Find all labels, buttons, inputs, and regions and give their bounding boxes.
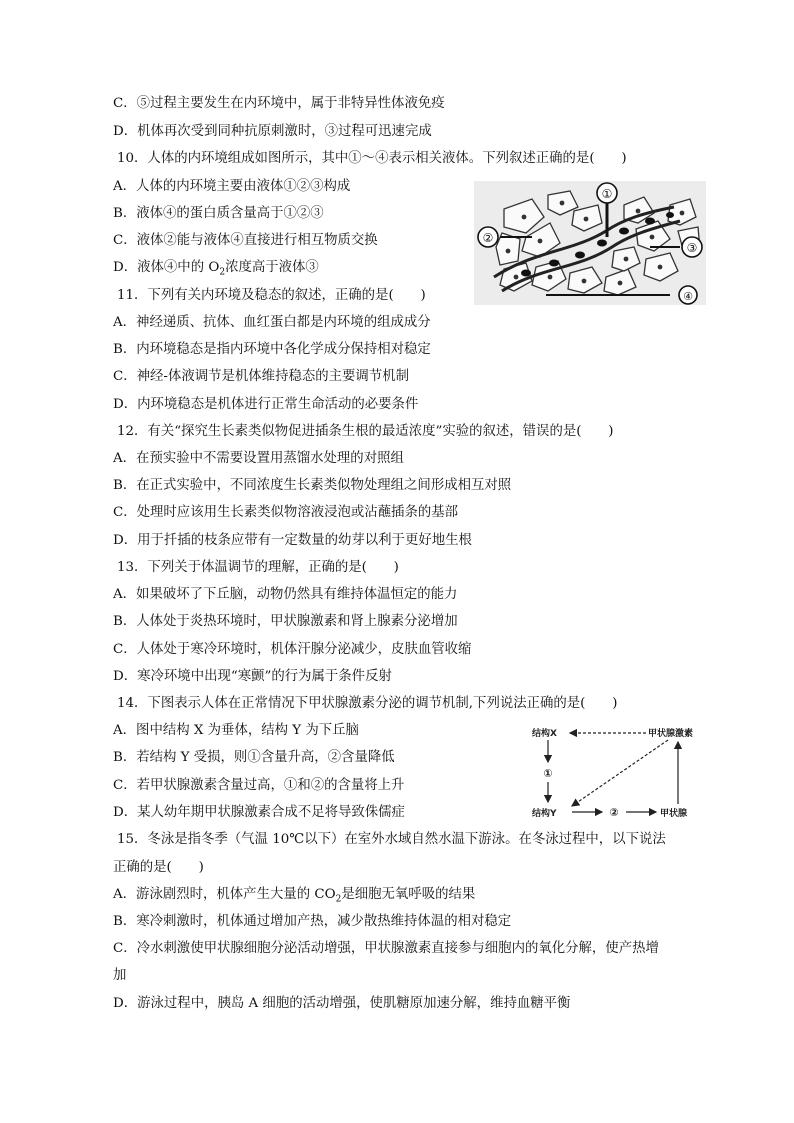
fig-node-thyroid-gland: 甲状腺 [660,809,688,819]
q10-option-a: A．人体的内环境主要由液体①②③构成 [113,179,351,194]
q14-option-c: C．若甲状腺激素含量过高，①和②的含量将上升 [113,778,405,793]
q15-option-a-text: A．游泳剧烈时，机体产生大量的 CO [113,887,336,902]
q13-option-c: C．人体处于寒冷环境时，机体汗腺分泌减少，皮肤血管收缩 [113,642,472,657]
fig-label-4: ④ [683,290,693,303]
thyroid-regulation-diagram [528,722,718,822]
q11-option-b: B．内环境稳态是指内环境中各化学成分保持相对稳定 [113,342,431,357]
q15-option-c-line1: C．冷水刺激使甲状腺细胞分泌活动增强，甲状腺激素直接参与细胞内的氧化分解，使产热增 [113,941,659,956]
fig-label-1: ① [601,187,613,201]
q15-stem-line2: 正确的是( ) [113,860,204,875]
fig-label-3: ③ [686,241,698,255]
q13-option-b: B．人体处于炎热环境时，甲状腺激素和肾上腺素分泌增加 [113,614,458,629]
q13-option-d: D．寒冷环境中出现“寒颤”的行为属于条件反射 [113,669,392,684]
fig-node-thyroid-hormone: 甲状腺激素 [648,729,694,739]
q10-stem: 10．人体的内环境组成如图所示，其中①～④表示相关液体。下列叙述正确的是( ) [117,151,627,166]
fig-node-structure-y: 结构Y [532,809,557,819]
q11-stem: 11．下列有关内环境及稳态的叙述，正确的是( ) [117,288,426,303]
q10-option-d [113,258,319,278]
q9-option-c: C．⑤过程主要发生在内环境中，属于非特异性体液免疫 [113,96,445,111]
q15-option-c-line2: 加 [113,968,127,983]
q14-option-d: D．某人幼年期甲状腺激素合成不足将导致侏儒症 [113,805,405,820]
q14-option-a: A．图中结构 X 为垂体，结构 Y 为下丘脑 [113,723,359,738]
fig-node-2: ② [609,806,619,819]
q14-option-b: B．若结构 Y 受损，则①含量升高，②含量降低 [113,750,395,765]
fig-label-2: ② [482,231,494,245]
q15-option-a-subscript: 2 [335,894,342,905]
q12-option-a: A．在预实验中不需要设置用蒸馏水处理的对照组 [113,451,404,466]
q14-stem: 14．下图表示人体在正常情况下甲状腺激素分泌的调节机制,下列说法正确的是( ) [117,696,618,711]
q15-option-a [113,885,475,905]
q13-stem: 13．下列关于体温调节的理解，正确的是( ) [117,560,399,575]
q12-option-d: D．用于扦插的枝条应带有一定数量的幼芽以利于更好地生根 [113,533,472,548]
q15-stem-line1: 15．冬泳是指冬季（气温 10℃以下）在室外水域自然水温下游泳。在冬泳过程中，以下说法 [117,832,666,847]
q10-option-d-text: D．液体④中的 O [113,260,220,275]
q11-option-a: A．神经递质、抗体、血红蛋白都是内环境的组成成分 [113,315,431,330]
q10-option-c: C．液体②能与液体④直接进行相互物质交换 [113,233,378,248]
q15-option-a-tail: 是细胞无氧呼吸的结果 [341,887,476,902]
q10-option-b: B．液体④的蛋白质含量高于①②③ [113,206,324,221]
q13-option-a: A．如果破坏了下丘脑，动物仍然具有维持体温恒定的能力 [113,587,458,602]
q11-option-d: D．内环境稳态是机体进行正常生命活动的必要条件 [113,397,419,412]
q12-option-b: B．在正式实验中，不同浓度生长素类似物处理组之间形成相互对照 [113,478,512,493]
q10-option-d-tail: 浓度高于液体③ [225,260,319,275]
fig-node-structure-x: 结构X [532,729,557,739]
q10-option-d-subscript: 2 [219,267,226,278]
fig-node-1: ① [543,767,553,780]
q9-option-d: D．机体再次受到同种抗原刺激时，③过程可迅速完成 [113,124,432,139]
body-fluid-diagram [474,181,706,305]
q12-option-c: C．处理时应该用生长素类似物溶液浸泡或沾蘸插条的基部 [113,505,459,520]
q12-stem: 12．有关“探究生长素类似物促进插条生根的最适浓度”实验的叙述，错误的是( ) [117,424,614,439]
q11-option-c: C．神经-体液调节是机体维持稳态的主要调节机制 [113,369,409,384]
q15-option-d: D．游泳过程中，胰岛 A 细胞的活动增强，使肌糖原加速分解，维持血糖平衡 [113,996,571,1011]
q15-option-b: B．寒冷刺激时，机体通过增加产热，减少散热维持体温的相对稳定 [113,914,512,929]
